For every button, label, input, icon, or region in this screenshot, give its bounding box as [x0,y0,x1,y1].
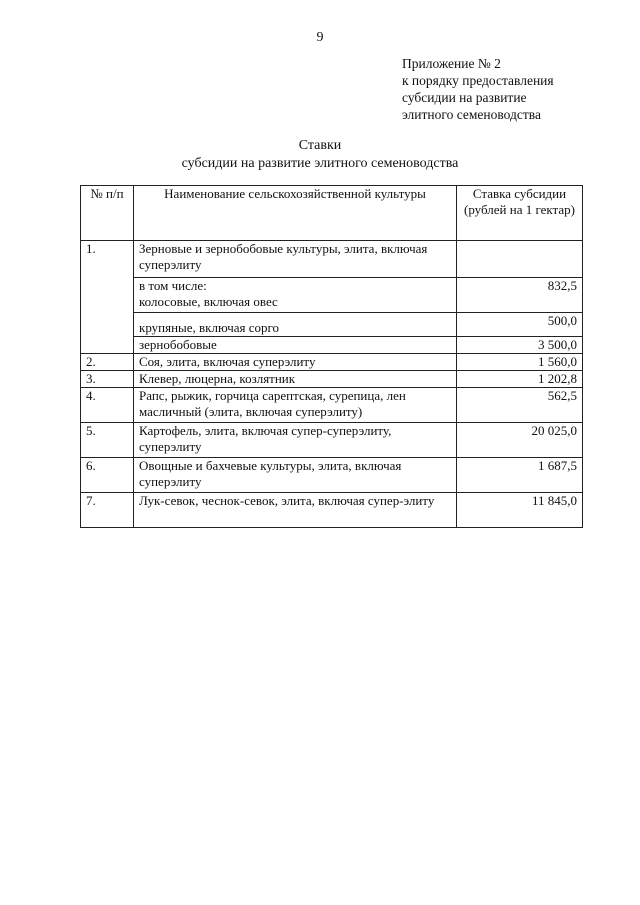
row-num: 3. [81,371,134,388]
row-name: крупяные, включая сорго [134,313,457,337]
row-rate: 1 560,0 [457,354,583,371]
header-name: Наименование сельскохозяйственной культуры [134,186,457,241]
row-num: 4. [81,388,134,423]
row-rate: 20 025,0 [457,423,583,458]
table-row [81,493,583,528]
table-row [81,423,583,458]
row-name: Зерновые и зернобобовые культуры, элита, включая суперэлиту [134,241,457,278]
table-row [81,388,583,423]
title-line: субсидии на развитие элитного семеноводства [181,156,459,171]
row-num: 2. [81,354,134,371]
row-name: Клевер, люцерна, козлятник [134,371,457,388]
row-name: в том числе: колосовые, включая овес [134,278,457,313]
row-name: Овощные и бахчевые культуры, элита, включая суперэлиту [134,458,457,493]
row-rate: 500,0 [457,313,583,337]
appendix-line: субсидии на развитие [402,90,527,105]
row-rate: 1 687,5 [457,458,583,493]
row-name: Лук-севок, чеснок-севок, элита, включая супер-элиту [134,493,457,528]
row-rate [457,241,583,278]
document-title [0,137,640,173]
row-rate: 3 500,0 [457,337,583,354]
row-rate: 1 202,8 [457,371,583,388]
table-header-row [81,186,583,241]
table-row [81,278,583,313]
row-name: Соя, элита, включая суперэлиту [134,354,457,371]
row-rate: 11 845,0 [457,493,583,528]
header-rate: Ставка субсидии (рублей на 1 гектар) [457,186,583,241]
table-row [81,354,583,371]
title-line: Ставки [298,138,342,153]
table-row [81,458,583,493]
subsidy-rates-table [80,185,583,528]
table-row [81,313,583,337]
row-name: Рапс, рыжик, горчица сарептская, сурепица, лен масличный (элита, включая суперэлиту) [134,388,457,423]
row-num: 1. [81,241,134,354]
appendix-line: Приложение № 2 [402,56,501,71]
header-num: № п/п [81,186,134,241]
appendix-line: элитного семеноводства [402,107,541,122]
row-rate: 562,5 [457,388,583,423]
row-num: 5. [81,423,134,458]
row-num: 7. [81,493,134,528]
appendix-header [402,55,554,123]
table-row [81,241,583,278]
row-name: Картофель, элита, включая супер-суперэлиту, суперэлиту [134,423,457,458]
table-row [81,371,583,388]
row-name: зернобобовые [134,337,457,354]
table-row [81,337,583,354]
row-rate: 832,5 [457,278,583,313]
page-number: 9 [316,30,324,45]
row-num: 6. [81,458,134,493]
appendix-line: к порядку предоставления [402,73,554,88]
